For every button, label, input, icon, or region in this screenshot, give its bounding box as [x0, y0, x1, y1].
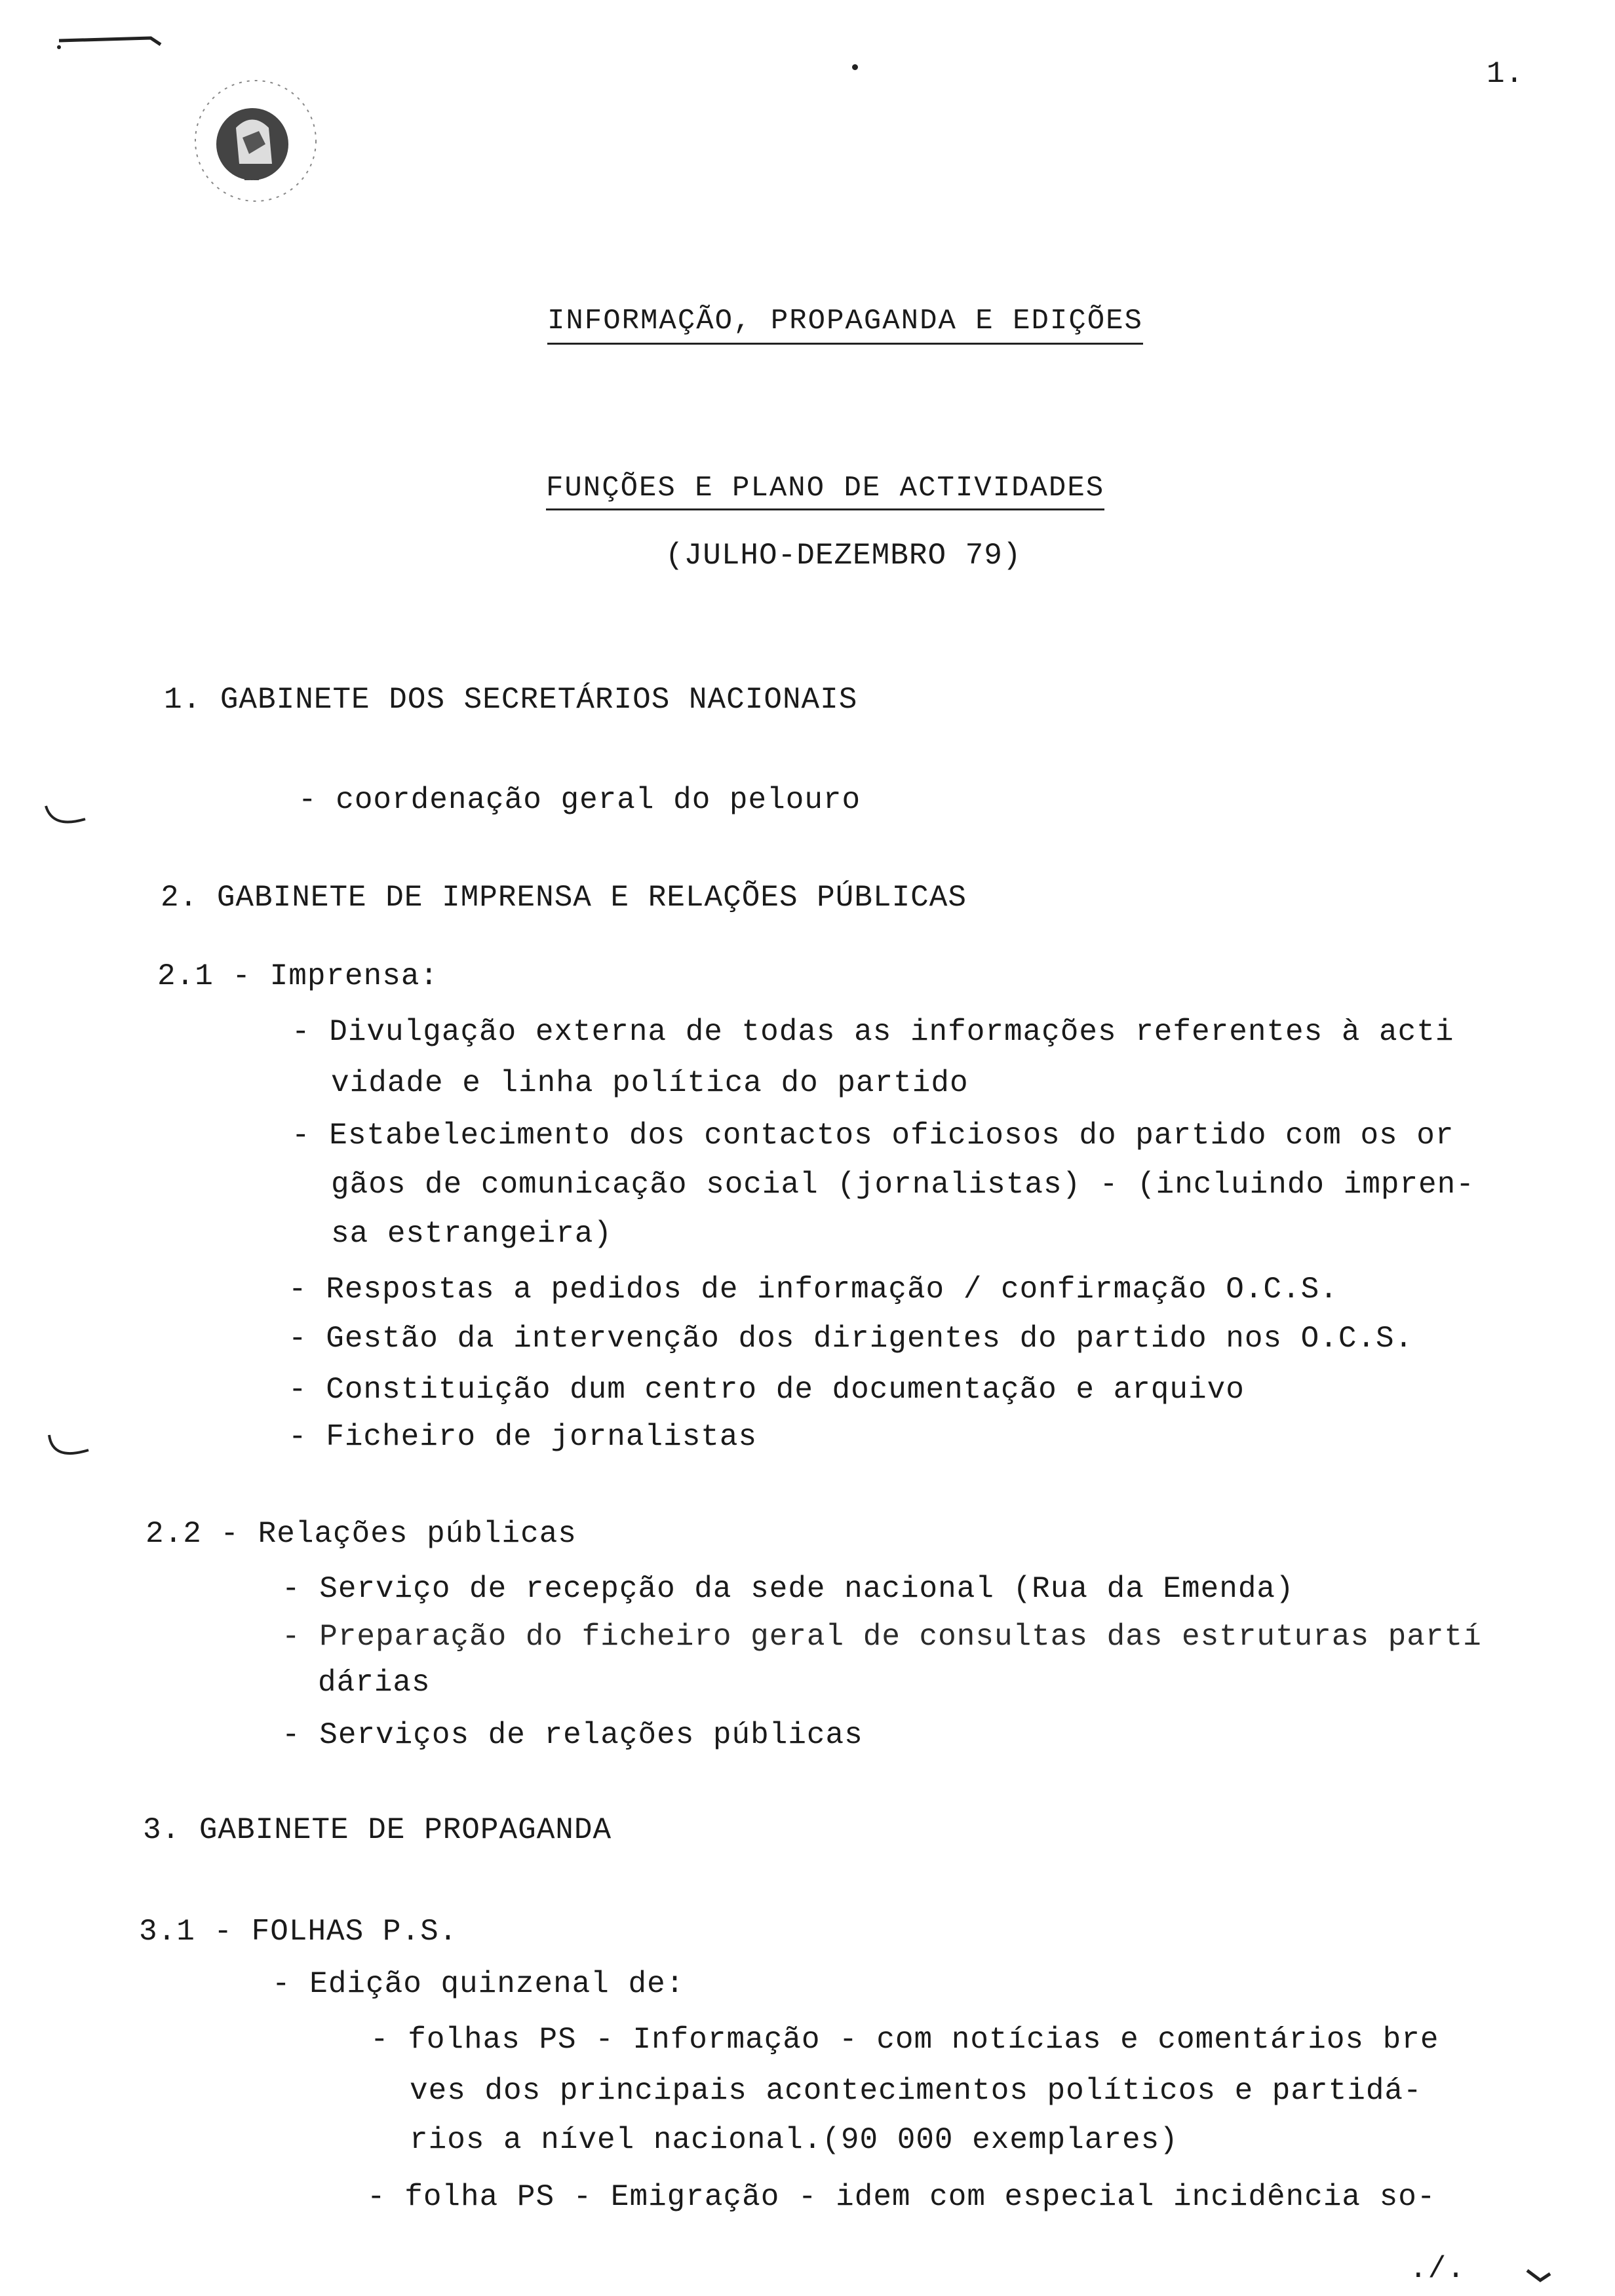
page-number: 1. — [1487, 57, 1525, 91]
corner-mark — [1521, 2264, 1560, 2290]
list-item: gãos de comunicação social (jornalistas) - (incluindo impren- — [331, 1168, 1475, 1202]
list-item: dárias — [318, 1666, 431, 1700]
section-1-item: - coordenação geral do pelouro — [298, 783, 861, 817]
margin-bracket-1 — [39, 799, 98, 839]
page-title: INFORMAÇÃO, PROPAGANDA E EDIÇÕES — [547, 305, 1143, 345]
list-item: - Respostas a pedidos de informação / confirmação O.C.S. — [288, 1272, 1338, 1307]
party-logo-seal — [180, 66, 331, 216]
section-3-heading: 3. GABINETE DE PROPAGANDA — [143, 1813, 612, 1847]
page-subtitle: FUNÇÕES E PLANO DE ACTIVIDADES — [546, 472, 1104, 510]
list-item: - Serviço de recepção da sede nacional (Rua da Emenda) — [282, 1572, 1294, 1606]
list-item: - Gestão da intervenção dos dirigentes do partido nos O.C.S. — [288, 1322, 1414, 1356]
list-item: - Divulgação externa de todas as informações referentes à acti — [292, 1015, 1454, 1049]
list-item: - Preparação do ficheiro geral de consultas das estruturas partí — [282, 1620, 1482, 1654]
list-item: - Serviços de relações públicas — [282, 1718, 863, 1752]
list-item: ves dos principais acontecimentos políticos e partidá- — [410, 2074, 1422, 2108]
list-item: - Estabelecimento dos contactos oficiosos do partido com os or — [292, 1119, 1454, 1153]
margin-bracket-2 — [39, 1425, 98, 1471]
list-item: - Constituição dum centro de documentação e arquivo — [288, 1373, 1245, 1407]
dot-mark — [852, 64, 858, 70]
section-2-heading: 2. GABINETE DE IMPRENSA E RELAÇÕES PÚBLICAS — [161, 881, 967, 915]
list-item: rios a nível nacional.(90 000 exemplares) — [410, 2123, 1178, 2157]
list-item: vidade e linha política do partido — [331, 1066, 969, 1100]
section-2-2-heading: 2.2 - Relações públicas — [146, 1517, 577, 1551]
list-item: - Ficheiro de jornalistas — [288, 1420, 758, 1454]
list-item: sa estrangeira) — [331, 1217, 613, 1251]
list-item: - folhas PS - Informação - com notícias e comentários bre — [370, 2023, 1439, 2057]
continuation-mark: ./. — [1409, 2252, 1466, 2286]
section-2-1-heading: 2.1 - Imprensa: — [157, 959, 439, 993]
list-intro: - Edição quinzenal de: — [272, 1967, 685, 2001]
period-label: (JULHO-DEZEMBRO 79) — [665, 539, 1022, 573]
section-3-1-heading: 3.1 - FOLHAS P.S. — [139, 1915, 458, 1949]
scratch-mark — [52, 26, 170, 59]
section-1-heading: 1. GABINETE DOS SECRETÁRIOS NACIONAIS — [164, 683, 858, 717]
list-item: - folha PS - Emigração - idem com especial incidência so- — [367, 2180, 1436, 2214]
